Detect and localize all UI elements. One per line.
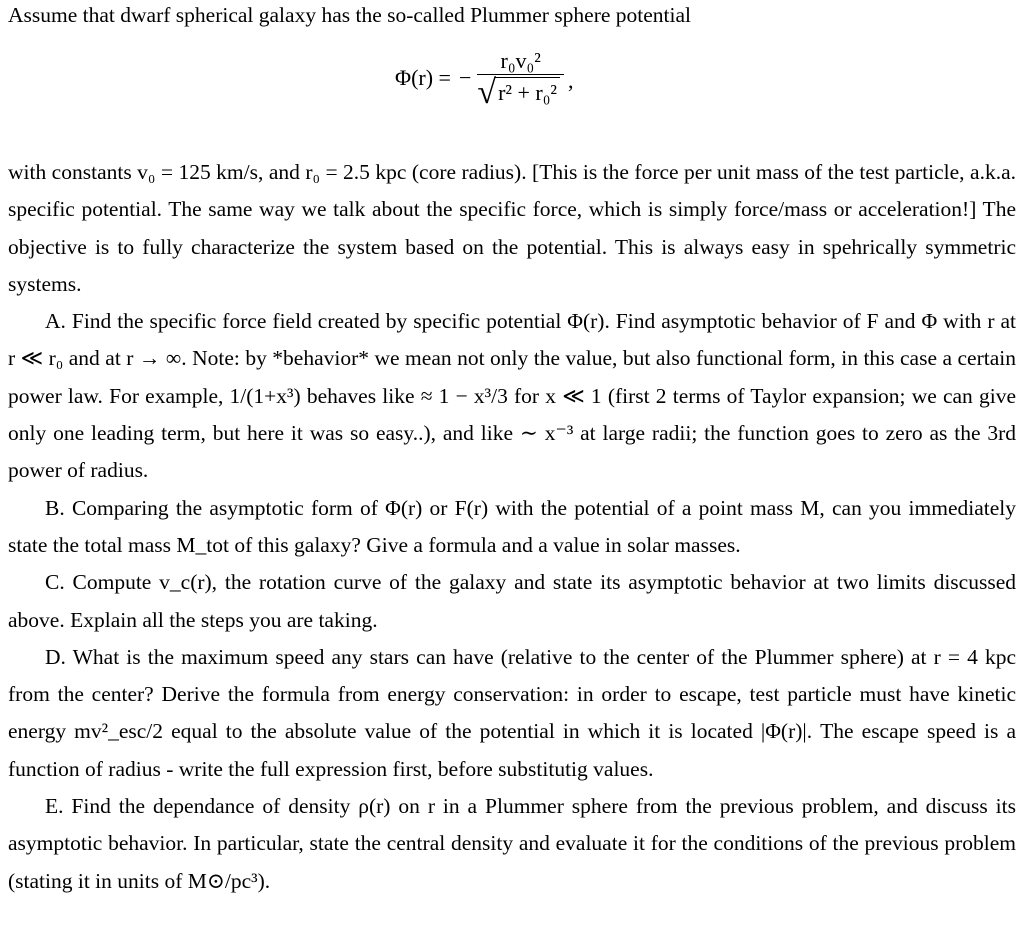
equation-fraction xyxy=(477,48,564,111)
part-d: D. What is the maximum speed any stars can have (relative to the center of the Plummer sphere) at r = 4 kpc from the center? Derive the formula from energy conservation: in order to escape, test particle must have kinetic energy mv²_esc/2 equal to the absolute value of the potential in which it is located |Φ(r)|. The escape speed is a function of radius - write the full expression first, before substitutig values. xyxy=(8,644,1016,781)
intro-text: Assume that dwarf spherical galaxy has the so-called Plummer sphere potential xyxy=(8,3,692,27)
sqrt-sign-icon: √ xyxy=(477,74,497,111)
part-b: B. Comparing the asymptotic form of Φ(r) or F(r) with the potential of a point mass M, can you immediately state the total mass M_tot of this galaxy? Give a formula and a value in solar masses. xyxy=(8,495,1016,557)
problem-body xyxy=(8,154,1016,900)
equation-minus-sign: − xyxy=(458,65,472,90)
equation-lhs: Φ(r) = xyxy=(395,65,451,90)
equation-denominator: r² + r₀² xyxy=(495,77,560,108)
part-c: C. Compute v_c(r), the rotation curve of the galaxy and state its asymptotic behavior at two limits discussed above. Explain all the steps you are taking. xyxy=(8,570,1016,632)
part-e: E. Find the dependance of density ρ(r) on r in a Plummer sphere from the previous problem, and discuss its asymptotic behavior. In particular, state the central density and evaluate it for the conditions of the previous problem (stating it in units of M⊙/pc³). xyxy=(8,794,1016,893)
equation-denominator-root xyxy=(477,74,564,111)
part-a: A. Find the specific force field created by specific potential Φ(r). Find asymptotic behavior of F and Φ with r at r ≪ r₀ and at r → ∞. Note: by *behavior* we mean not only the value, but also functional form, in this case a certain power law. For example, 1/(1+x³) behaves like ≈ 1 − x³/3 for x ≪ 1 (first 2 terms of Taylor expansion; we can give only one leading term, but here it was so easy..), and like ∼ x⁻³ at large radii; the function goes to zero as the 3rd power of radius. xyxy=(8,309,1016,483)
paragraph-intro: with constants v₀ = 125 km/s, and r₀ = 2.5 kpc (core radius). [This is the force per unit mass of the test particle, a.k.a. specific potential. The same way we talk about the specific force, which is simply force/mass or acceleration!] The objective is to fully characterize the system based on the potential. This is always easy in spehrically symmetric systems. xyxy=(8,160,1016,296)
equation-comma: , xyxy=(567,68,574,93)
equation-numerator: r₀v₀² xyxy=(500,48,541,73)
plummer-potential-equation xyxy=(395,48,574,111)
